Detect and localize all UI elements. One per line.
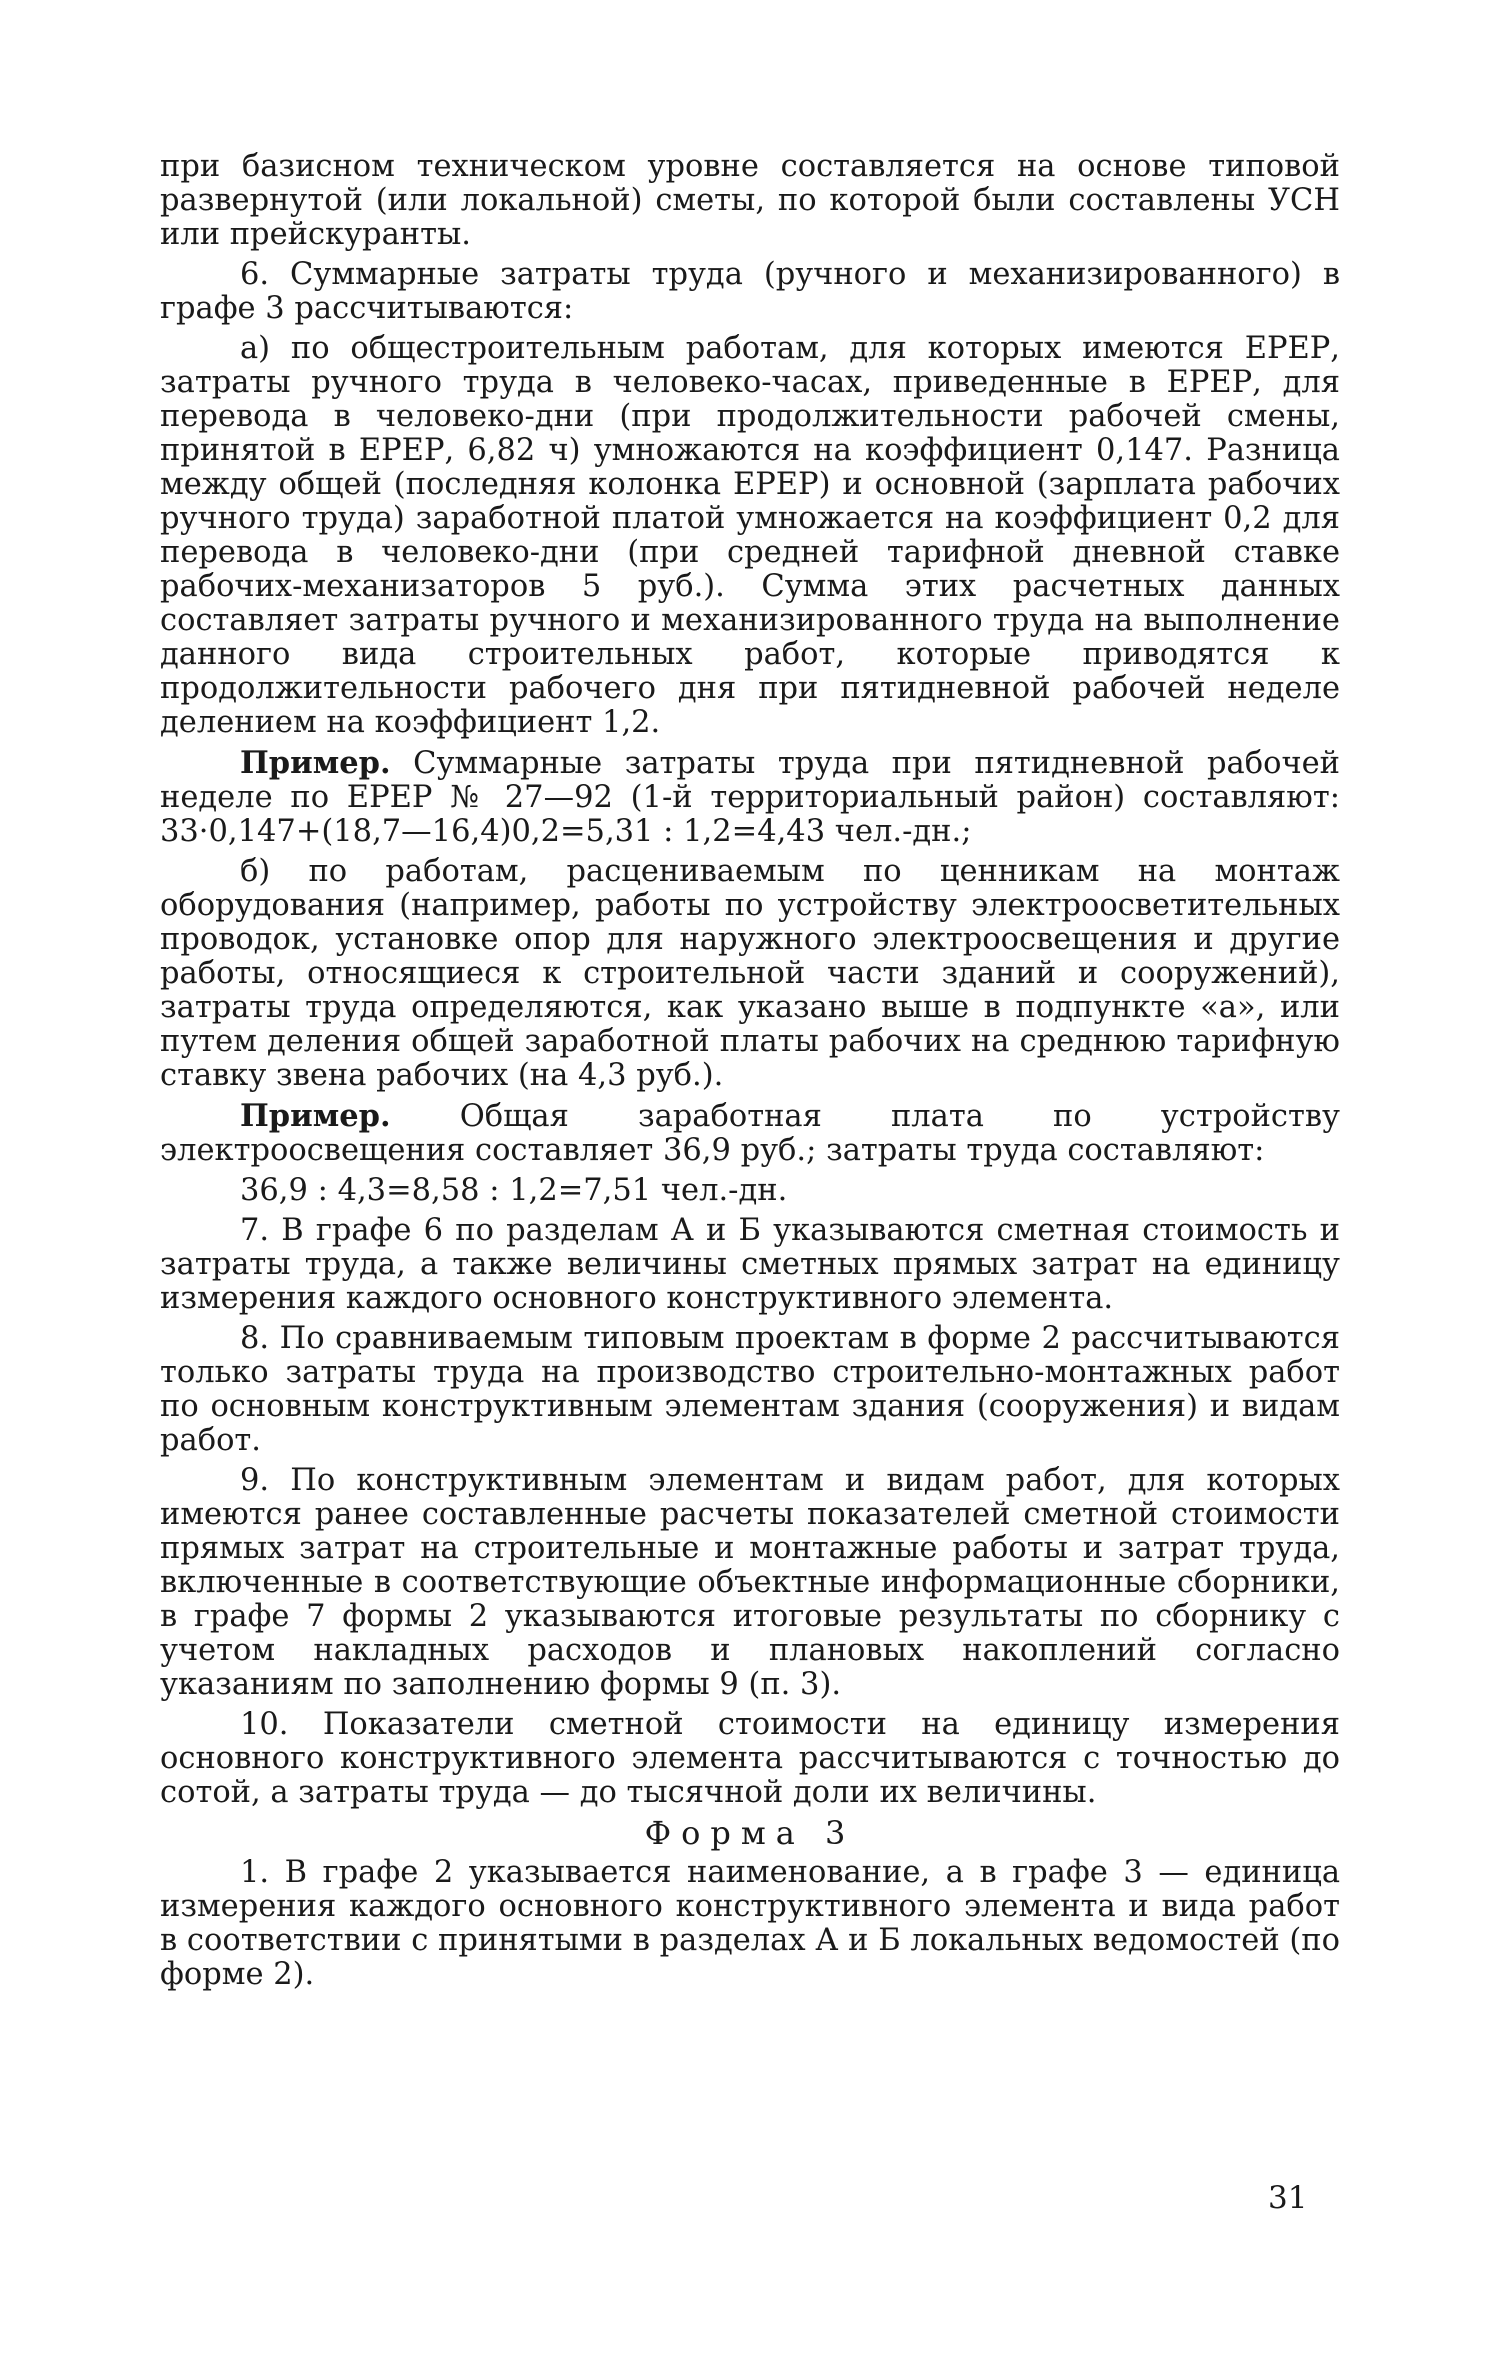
example-1-label: Пример. xyxy=(240,745,391,781)
paragraph-item-8: 8. По сравниваемым типовым проектам в форме 2 рассчитываются только затраты труда на производство строительно-монтажных работ по основным конструктивным элементам здания (сооружения) и видам работ. xyxy=(160,1321,1340,1458)
example-2-text: Общая заработная плата по устройству электроосвещения составляет 36,9 руб.; затраты труда составляют: xyxy=(160,1099,1340,1168)
form-3-item-1: 1. В графе 2 указывается наименование, а в графе 3 — единица измерения каждого основного конструктивного элемента и вида работ в соответствии с принятыми в разделах А и Б локальных ведомостей (по форме 2). xyxy=(160,1855,1340,1992)
example-1 xyxy=(160,746,1340,849)
paragraph-continuation: при базисном техническом уровне составляется на основе типовой развернутой (или локальной) сметы, по которой были составлены УСН или прейскуранты. xyxy=(160,149,1340,252)
paragraph-item-6a: а) по общестроительным работам, для которых имеются ЕРЕР, затраты ручного труда в человеко-часах, приведенные в ЕРЕР, для перевода в человеко-дни (при продолжительности рабочей смены, принятой в ЕРЕР, 6,82 ч) умножаются на коэффициент 0,147. Разница между общей (последняя колонка ЕРЕР) и основной (зарплата рабочих ручного труда) заработной платой умножается на коэффициент 0,2 для перевода в человеко-дни (при средней тарифной дневной ставке рабочих-механизаторов 5 руб.). Сумма этих расчетных данных составляет затраты ручного и механизированного труда на выполнение данного вида строительных работ, которые приводятся к продолжительности рабочего дня при пятидневной рабочей неделе делением на коэффициент 1,2. xyxy=(160,331,1340,740)
paragraph-item-7: 7. В графе 6 по разделам А и Б указываются сметная стоимость и затраты труда, а также величины сметных прямых затрат на единицу измерения каждого основного конструктивного элемента. xyxy=(160,1213,1340,1316)
paragraph-item-10: 10. Показатели сметной стоимости на единицу измерения основного конструктивного элемента рассчитываются с точностью до сотой, а затраты труда — до тысячной доли их величины. xyxy=(160,1707,1340,1810)
paragraph-item-9: 9. По конструктивным элементам и видам работ, для которых имеются ранее составленные расчеты показателей сметной стоимости прямых затрат на строительные и монтажные работы и затрат труда, включенные в соответствующие объектные информационные сборники, в графе 7 формы 2 указываются итоговые результаты по сборнику с учетом накладных расходов и плановых накоплений согласно указаниям по заполнению формы 9 (п. 3). xyxy=(160,1463,1340,1702)
paragraph-item-6: 6. Суммарные затраты труда (ручного и механизированного) в графе 3 рассчитываются: xyxy=(160,257,1340,326)
example-1-text: Суммарные затраты труда при пятидневной рабочей неделе по ЕРЕР № 27—92 (1-й территориальный район) составляют: 33·0,147+(18,7—16,4)0,2=5,31 : 1,2=4,43 чел.-дн.; xyxy=(160,746,1340,849)
page-number: 31 xyxy=(1268,2180,1308,2216)
example-2 xyxy=(160,1099,1340,1168)
page-body xyxy=(160,150,1340,1998)
paragraph-item-6b: б) по работам, расцениваемым по ценникам на монтаж оборудования (например, работы по устройству электроосветительных проводок, установке опор для наружного электроосвещения и другие работы, относящиеся к строительной части зданий и сооружений), затраты труда определяются, как указано выше в подпункте «а», или путем деления общей заработной платы рабочих на среднюю тарифную ставку звена рабочих (на 4,3 руб.). xyxy=(160,854,1340,1093)
example-2-label: Пример. xyxy=(240,1098,391,1134)
example-2-formula: 36,9 : 4,3=8,58 : 1,2=7,51 чел.-дн. xyxy=(240,1173,788,1208)
section-heading-form-3: Форма 3 xyxy=(644,1814,856,1852)
